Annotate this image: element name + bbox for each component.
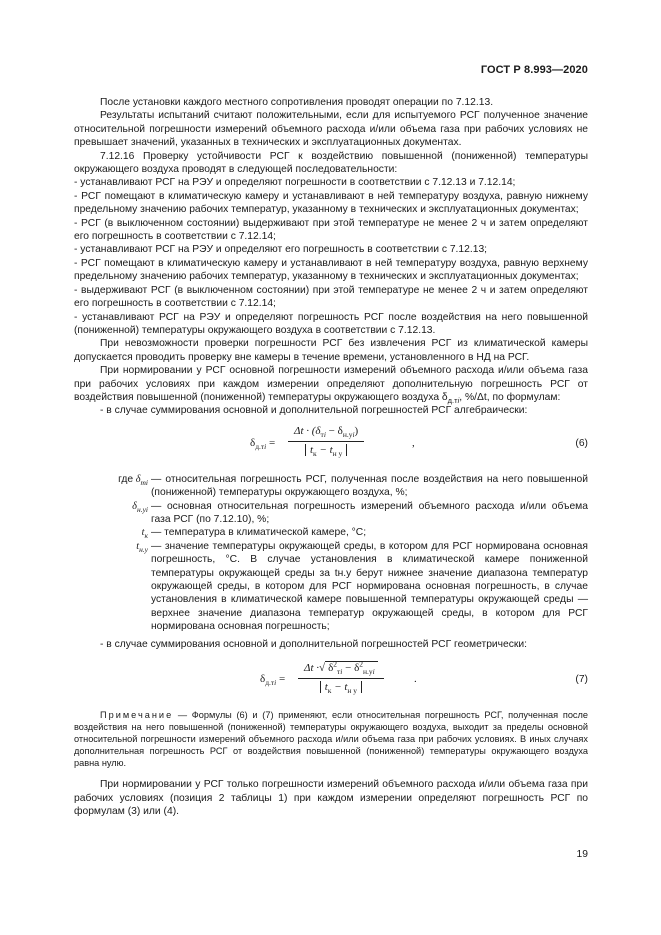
list-item: - РСГ (в выключенном состоянии) выдерживают при этой температуре не менее 2 ч и затем определяют его погрешность в соответствии с 7.12.14; xyxy=(74,217,588,243)
list-item: - РСГ помещают в климатическую камеру и устанавливают в ней температуру воздуха, равную верхнему предельному значению рабочих температур, указанному в технических и эксплуатационных документах; xyxy=(74,257,588,283)
note: Примечание — Формулы (6) и (7) применяют, если относительная погрешность РСГ, полученная после воздействия на него повышенной (пониженной) температуры окружающего воздуха, выходит за пределы основной относительной погрешности измерений объемного расхода и/или объема газа при рабочих условиях. В иных случаях дополнительная погрешность РСГ от воздействия повышенной (пониженной) температуры окружающего воздуха равна нулю. xyxy=(74,710,588,769)
page-body xyxy=(74,96,588,818)
formula-6: $\delta_{д.тi}$ = $\Delta t \cdot (\delta_{тi} - \delta_{н.уi})$ $t_к - t_{н у}$ , (6) xyxy=(250,424,588,459)
list-item: - устанавливают РСГ на РЭУ и определяют его погрешность в соответствии с 7.12.13; xyxy=(74,244,488,256)
list-item: - выдерживают РСГ (в выключенном состоянии) при этой температуре не менее 2 ч и затем определяют его погрешность в соответствии с 7.12.14; xyxy=(74,284,588,310)
definition-row: $\delta_{н.уi}$ — основная относительная погрешность измерений объемного расхода и/или объема газа РСГ (по 7.12.10), %; xyxy=(132,500,588,525)
paragraph: При нормировании у РСГ основной погрешности измерений объемного расхода и/или объема газа при рабочих условиях при каждом измерении определяют дополнительную погрешность РСГ от воздействия повышенной (пониженной) температуры окружающего воздуха $\delta_{д.тi}$, %/Δt, по формулам: xyxy=(74,365,588,405)
formula-lhs: $\delta_{д.тi}$ = xyxy=(260,673,286,688)
definition-row: $t_к$ — температура в климатической камере, °С; xyxy=(141,527,367,541)
equation-number: (6) xyxy=(575,437,588,449)
symbol-definitions xyxy=(74,473,588,634)
paragraph: - в случае суммирования основной и дополнительной погрешностей РСГ геометрически: xyxy=(100,638,528,650)
definition-row: где $\delta_{тi}$ — относительная погрешность РСГ, полученная после воздействия на него повышенной (пониженной) температуры окружающего воздуха, %; xyxy=(118,473,588,499)
paragraph: Результаты испытаний считают положительными, если для испытуемого РСГ полученное значение относительной погрешности измерений объемного расхода и/или объема газа при рабочих условиях не превышает значений, указанных в технических и эксплуатационных документах. xyxy=(74,110,588,149)
document-id: ГОСТ Р 8.993—2020 xyxy=(480,64,588,76)
page-number: 19 xyxy=(576,849,588,860)
paragraph: - в случае суммирования основной и дополнительной погрешностей РСГ алгебраически: xyxy=(100,405,528,417)
formula-fraction: Δt ·√ $\delta^2_{тi} - \delta^2_{н.уi}$ $t_к - t_{н у}$ xyxy=(298,659,384,695)
paragraph: После установки каждого местного сопротивления проводят операции по 7.12.13. xyxy=(100,97,494,108)
list-item: - устанавливают РСГ на РЭУ и определяют погрешность РСГ после воздействия на него повышенной (пониженной) температуры окружающего воздуха в соответствии с 7.12.13. xyxy=(74,311,588,336)
paragraph: При нормировании у РСГ только погрешности измерений объемного расхода и/или объема газа при рабочих условиях (позиция 2 таблицы 1) при каждом измерении определяют погрешность РСГ по формулам (3) или (4). xyxy=(74,779,588,818)
paragraph: При невозможности проверки погрешности РСГ без извлечения РСГ из климатической камеры допускается проводить проверку вне камеры в течение времени, установленного в НД на РСГ. xyxy=(74,338,588,363)
list-item: - устанавливают РСГ на РЭУ и определяют погрешности в соответствии с 7.12.13 и 7.12.14; xyxy=(74,177,516,189)
list-item: - РСГ помещают в климатическую камеру и устанавливают в ней температуру воздуха, равную нижнему предельному значению рабочих температур, указанному в технических и эксплуатационных документах; xyxy=(74,190,588,216)
section-7-12-16: 7.12.16 Проверку устойчивости РСГ к воздействию повышенной (пониженной) температуры окружающего воздуха проводят в следующей последовательности: xyxy=(74,150,588,176)
definition-row: $t_{н.у}$ — значение температуры окружающей среды, в котором для РСГ нормирована основная погрешность, °С. В случае установления в климатической камере пониженной температуры окружающей среды за tн.у берут нижнее значение диапазона температур окружающей среды, в котором для РСГ нормирована основная погрешность, в случае установления в климатической камере повышенной температуры окружающей среды — верхнее значение диапазона температур окружающей среды, в котором для РСГ нормирована основная погрешность; xyxy=(136,540,588,633)
formula-fraction: $\Delta t \cdot (\delta_{тi} - \delta_{н.уi})$ $t_к - t_{н у}$ xyxy=(288,423,364,458)
equation-number: (7) xyxy=(575,674,588,686)
formula-lhs: $\delta_{д.тi}$ = xyxy=(250,436,276,451)
formula-7: $\delta_{д.тi}$ = Δt ·√ $\delta^2_{тi} - \delta^2_{н.уi}$ $t_к - t_{н у}$ . (7) xyxy=(260,659,588,696)
